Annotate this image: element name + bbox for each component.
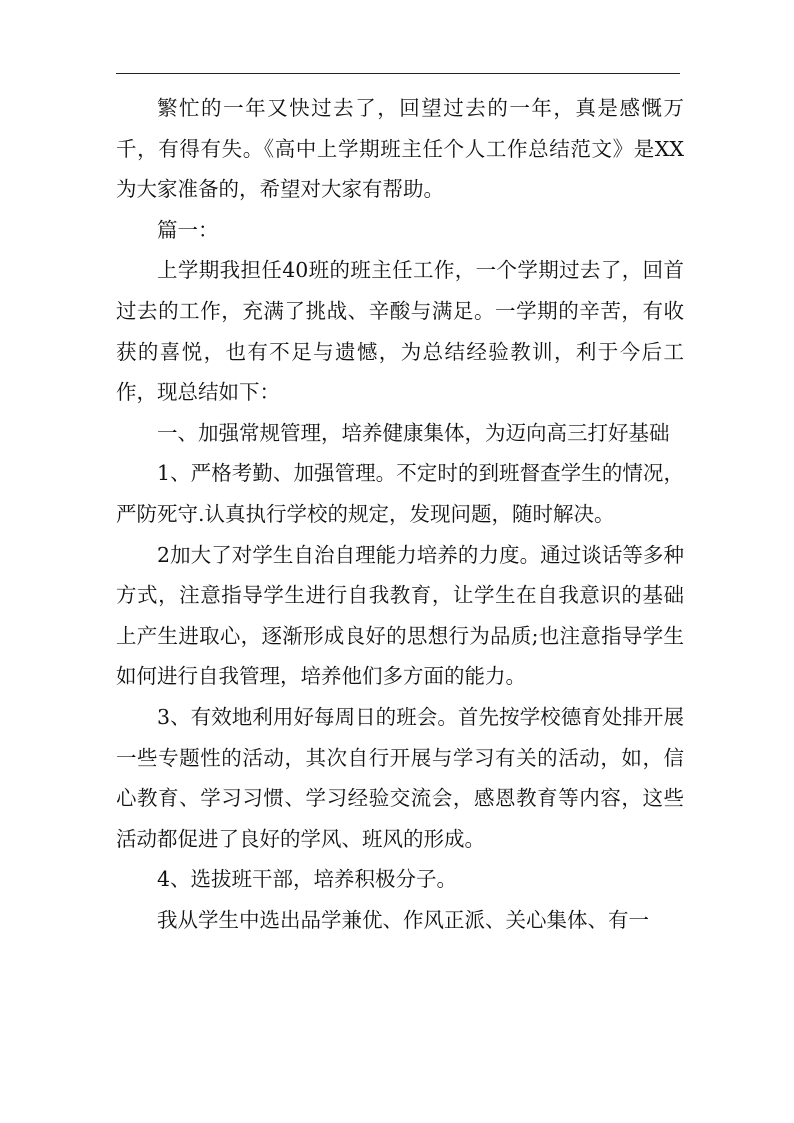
point-1-paragraph: 1、严格考勤、加强管理。不定时的到班督查学生的情况，严防死守.认真执行学校的规定，发现问题，随时解决。 — [116, 461, 684, 526]
header-divider — [116, 73, 680, 74]
section-label: 篇一： — [157, 217, 219, 242]
point-3-paragraph: 3、有效地利用好每周日的班会。首先按学校德育处排开展一些专题性的活动，其次自行开展与学习有关的活动，如，信心教育、学习习惯、学习经验交流会，感恩教育等内容，这些活动都促进了良好的学风、班风的形成。 — [116, 704, 684, 851]
section-heading: 一、加强常规管理，培养健康集体，为迈向高三打好基础 — [157, 420, 670, 445]
document-body — [116, 88, 684, 940]
continuation-paragraph: 我从学生中选出品学兼优、作风正派、关心集体、有一 — [157, 907, 649, 932]
point-2-paragraph: 2加大了对学生自治自理能力培养的力度。通过谈话等多种方式，注意指导学生进行自我教育，让学生在自我意识的基础上产生进取心，逐渐形成良好的思想行为品质;也注意指导学生如何进行自我管理，培养他们多方面的能力。 — [116, 542, 684, 689]
opening-paragraph: 上学期我担任40班的班主任工作，一个学期过去了，回首过去的工作，充满了挑战、辛酸与满足。一学期的辛苦，有收获的喜悦，也有不足与遗憾，为总结经验教训，利于今后工作，现总结如下： — [116, 258, 684, 405]
intro-paragraph: 繁忙的一年又快过去了，回望过去的一年，真是感慨万千，有得有失。《高中上学期班主任个人工作总结范文》是XX为大家准备的，希望对大家有帮助。 — [116, 96, 684, 202]
point-4-paragraph: 4、选拔班干部，培养积极分子。 — [157, 867, 458, 892]
